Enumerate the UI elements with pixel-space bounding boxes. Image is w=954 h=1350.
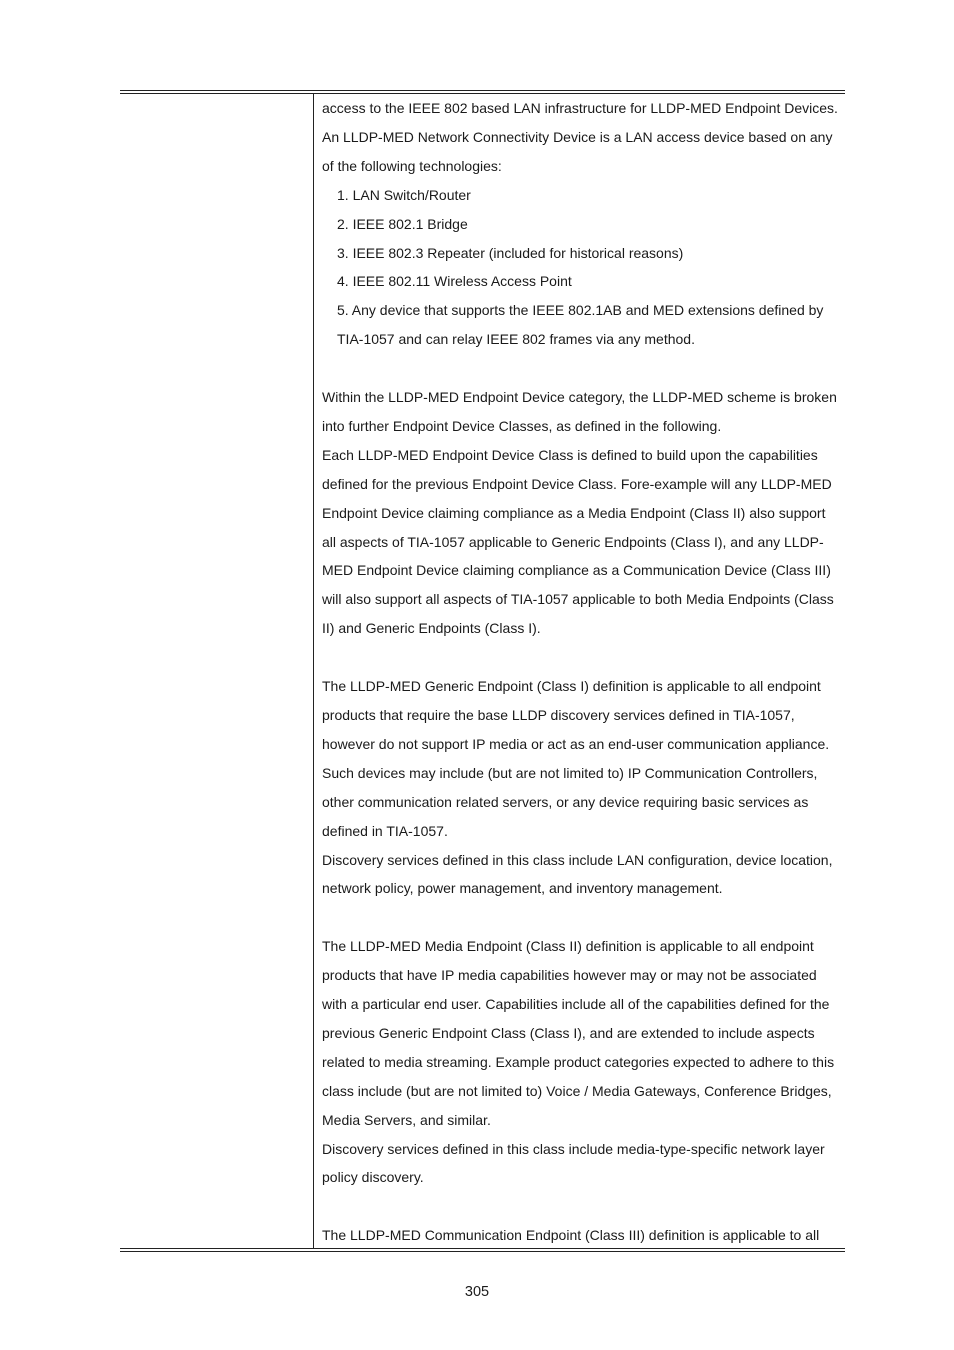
description-cell	[322, 94, 842, 1250]
paragraph: access to the IEEE 802 based LAN infrastructure for LLDP-MED Endpoint Devices. An LLDP-MED Network Connectivity Device is a LAN access device based on any of the following technologies:	[322, 100, 838, 174]
list-item: 2. IEEE 802.1 Bridge	[337, 215, 468, 232]
paragraph: Within the LLDP-MED Endpoint Device category, the LLDP-MED scheme is broken into further Endpoint Device Classes, as defined in the following.	[322, 389, 837, 434]
paragraph-gap	[322, 643, 842, 672]
list-item: 3. IEEE 802.3 Repeater (included for historical reasons)	[337, 244, 684, 261]
list-item: 1. LAN Switch/Router	[337, 186, 471, 203]
table-column-divider	[313, 94, 314, 1248]
paragraph: Discovery services defined in this class include LAN configuration, device location, network policy, power management, and inventory management.	[322, 851, 833, 897]
page-number: 305	[464, 1284, 490, 1300]
table-top-rule	[120, 90, 845, 91]
paragraph: The LLDP-MED Generic Endpoint (Class I) definition is applicable to all endpoint products that require the base LLDP discovery services defined in TIA-1057, however do not support IP media or act as an end-user communication appliance. Such devices may include (but are not limited to) IP Communication Controllers, other communication related servers, or any device requiring basic services as defined in TIA-1057.	[322, 678, 830, 839]
list-item: 4. IEEE 802.11 Wireless Access Point	[337, 273, 572, 290]
paragraph: Each LLDP-MED Endpoint Device Class is defined to build upon the capabilities defined for the previous Endpoint Device Class. Fore-example will any LLDP-MED Endpoint Device claiming compliance as a Media Endpoint (Class II) also support all aspects of TIA-1057 applicable to Generic Endpoints (Class I), and any LLDP-MED Endpoint Device claiming compliance as a Communication Device (Class III) will also support all aspects of TIA-1057 applicable to both Media Endpoints (Class II) and Generic Endpoints (Class I).	[322, 446, 834, 637]
table-bottom-rule-inner	[120, 1248, 845, 1249]
paragraph: The LLDP-MED Media Endpoint (Class II) definition is applicable to all endpoint products that have IP media capabilities however may or may not be associated with a particular end user. Capabilities include all of the capabilities defined for the previous Generic Endpoint Class (Class I), and are extended to include aspects related to media streaming. Example product categories expected to adhere to this class include (but are not limited to) Voice / Media Gateways, Conference Bridges, Media Servers, and similar.	[322, 938, 835, 1128]
paragraph-gap	[322, 903, 842, 932]
table-bottom-rule	[120, 1251, 845, 1252]
paragraph-gap	[322, 1192, 842, 1221]
paragraph-gap	[322, 354, 842, 383]
paragraph: Discovery services defined in this class include media-type-specific network layer policy discovery.	[322, 1140, 825, 1186]
paragraph: The LLDP-MED Communication Endpoint (Class III) definition is applicable to all	[322, 1227, 820, 1244]
list-item: 5. Any device that supports the IEEE 802.1AB and MED extensions defined by TIA-1057 and can relay IEEE 802 frames via any method.	[337, 302, 824, 348]
